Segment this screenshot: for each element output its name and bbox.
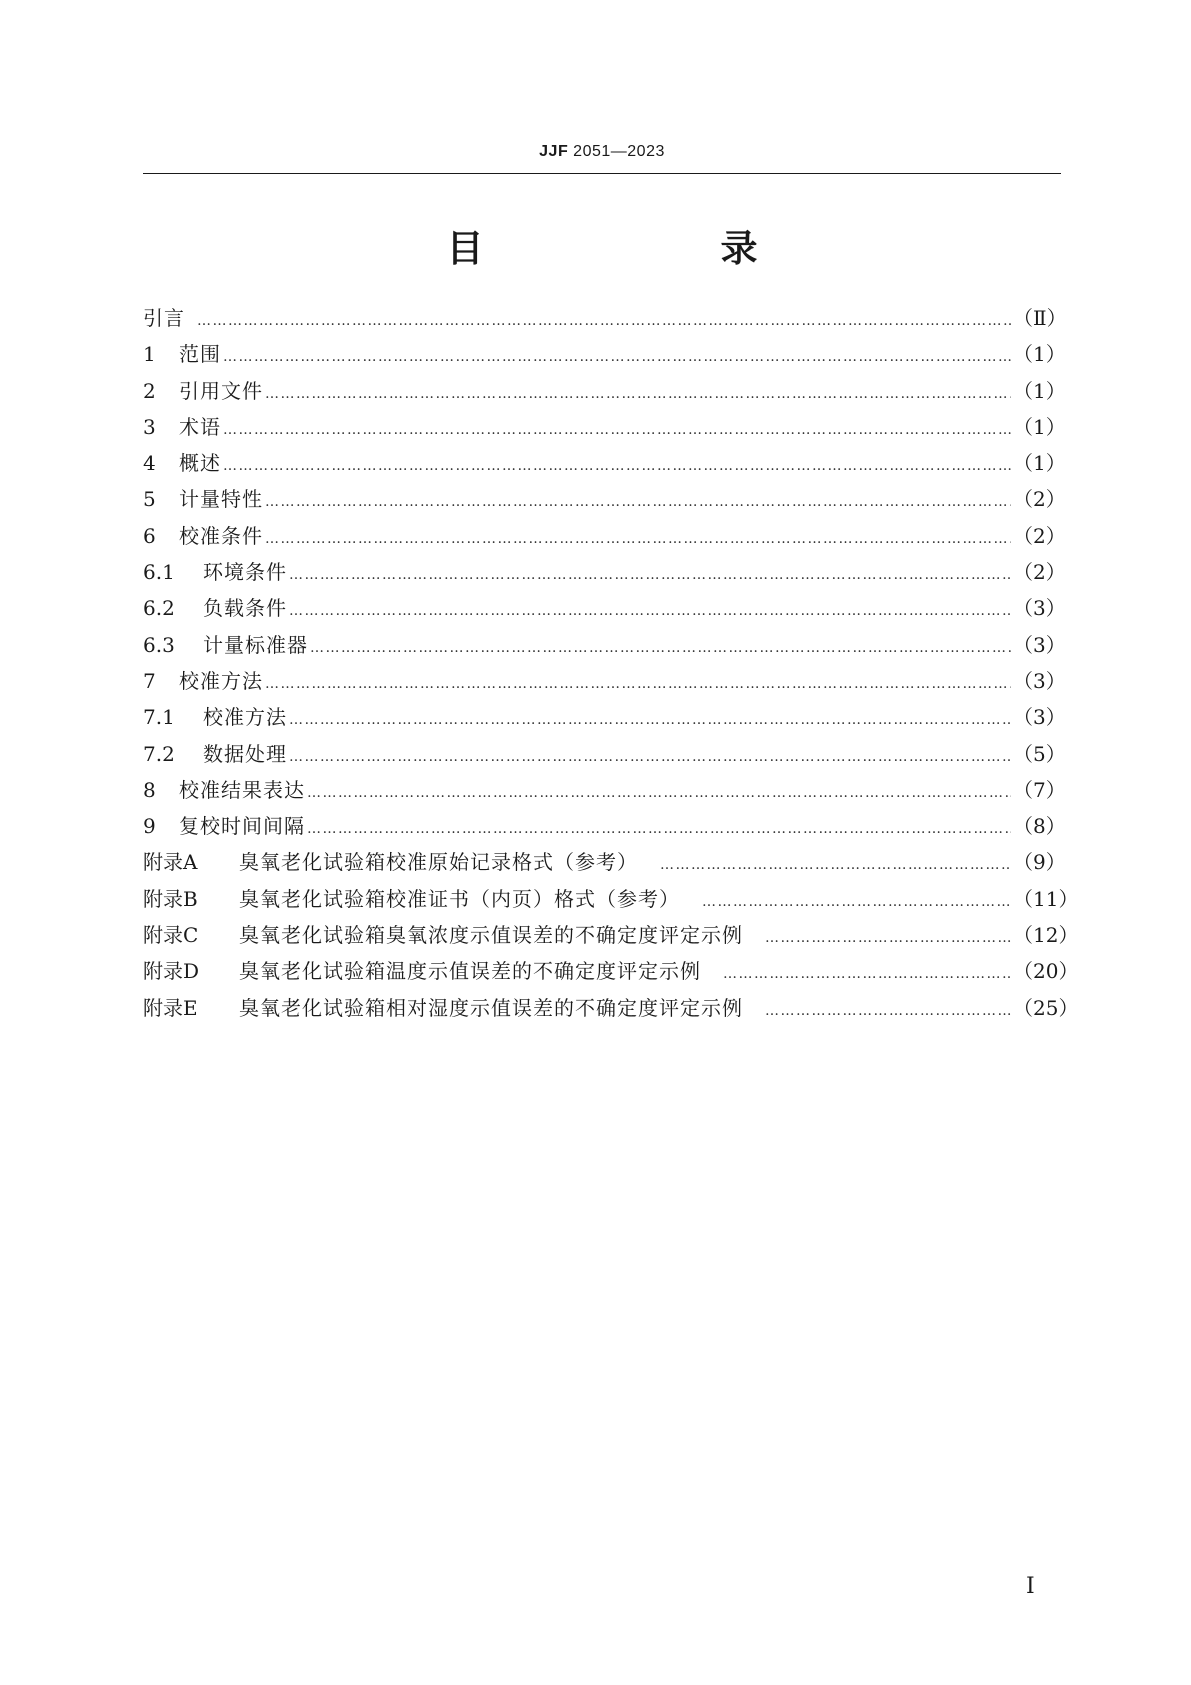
toc-entry[interactable] xyxy=(143,483,1066,519)
toc-entry[interactable] xyxy=(143,592,1066,628)
toc-entry-label: 术语 xyxy=(179,414,221,439)
toc-entry-label: 引用文件 xyxy=(179,378,263,403)
toc-entry-number: 附录B xyxy=(143,886,198,911)
toc-entry-page: （8） xyxy=(1013,814,1066,839)
toc-entry-number: 7.1 xyxy=(143,705,175,730)
toc-entry-number: 附录A xyxy=(143,850,198,875)
toc-dot-leader xyxy=(265,531,1011,547)
toc-dot-leader xyxy=(307,785,1011,801)
toc-entry[interactable] xyxy=(143,919,1079,955)
page-header xyxy=(143,143,1061,161)
toc-entry-label: 负载条件 xyxy=(203,596,287,621)
toc-entry-label: 校准结果表达 xyxy=(179,777,305,802)
toc-entry[interactable] xyxy=(143,810,1066,846)
toc-entry-page: （Ⅱ） xyxy=(1013,306,1067,330)
toc-entry[interactable] xyxy=(143,774,1066,810)
toc-entry[interactable] xyxy=(143,447,1066,483)
toc-dot-leader xyxy=(265,386,1011,402)
toc-dot-leader xyxy=(307,821,1011,837)
toc-entry[interactable] xyxy=(143,375,1066,411)
table-of-contents xyxy=(143,302,1079,1028)
toc-entry-number: 9 xyxy=(143,814,156,839)
toc-entry-label: 臭氧老化试验箱温度示值误差的不确定度评定示例 xyxy=(239,959,701,984)
toc-entry[interactable] xyxy=(143,992,1079,1028)
toc-entry-page: （3） xyxy=(1013,705,1066,730)
toc-entry-label: 范围 xyxy=(179,342,221,367)
toc-entry-label: 校准条件 xyxy=(179,523,263,548)
toc-entry-page: （1） xyxy=(1013,414,1066,439)
toc-entry-page: （1） xyxy=(1013,342,1066,367)
toc-entry-number: 7 xyxy=(143,668,156,693)
toc-entry-number: 4 xyxy=(143,451,156,476)
toc-dot-leader xyxy=(197,313,1011,329)
standard-code-number: 2051—2023 xyxy=(573,143,665,160)
toc-entry-label: 臭氧老化试验箱校准原始记录格式（参考） xyxy=(239,850,638,875)
toc-entry-label: 环境条件 xyxy=(203,560,287,585)
toc-entry-number: 6.1 xyxy=(143,560,175,585)
toc-entry-number: 附录E xyxy=(143,995,198,1020)
toc-entry-page: （3） xyxy=(1013,596,1066,621)
page-title: 目 录 xyxy=(446,227,858,270)
toc-dot-leader xyxy=(289,749,1011,765)
toc-entry[interactable] xyxy=(143,883,1079,919)
toc-entry-page: （25） xyxy=(1013,995,1079,1020)
toc-entry-page: （5） xyxy=(1013,741,1066,766)
toc-entry-page: （3） xyxy=(1013,668,1066,693)
toc-entry[interactable] xyxy=(143,701,1066,737)
toc-dot-leader xyxy=(223,422,1011,438)
toc-entry-page: （20） xyxy=(1013,959,1079,984)
toc-dot-leader xyxy=(289,567,1011,583)
toc-dot-leader xyxy=(765,930,1011,946)
toc-dot-leader xyxy=(223,349,1011,365)
toc-entry-page: （3） xyxy=(1013,632,1066,657)
toc-entry-number: 附录D xyxy=(143,959,200,984)
toc-dot-leader xyxy=(310,640,1011,656)
toc-dot-leader xyxy=(289,603,1011,619)
toc-entry-number: 附录C xyxy=(143,923,199,948)
toc-entry-label: 计量标准器 xyxy=(203,632,308,657)
toc-entry[interactable] xyxy=(143,338,1066,374)
toc-entry-page: （12） xyxy=(1013,923,1079,948)
toc-dot-leader xyxy=(765,1003,1011,1019)
toc-entry[interactable] xyxy=(143,955,1079,991)
toc-dot-leader xyxy=(702,894,1011,910)
toc-entry-page: （1） xyxy=(1013,378,1066,403)
toc-entry-page: （1） xyxy=(1013,451,1066,476)
toc-entry[interactable] xyxy=(143,665,1066,701)
toc-entry-label: 臭氧老化试验箱校准证书（内页）格式（参考） xyxy=(239,886,680,911)
toc-entry-label: 数据处理 xyxy=(203,741,287,766)
toc-entry-page: （2） xyxy=(1013,487,1066,512)
toc-entry-number: 5 xyxy=(143,487,156,512)
toc-entry-number: 3 xyxy=(143,414,156,439)
toc-entry-number: 2 xyxy=(143,378,156,403)
toc-dot-leader xyxy=(265,676,1011,692)
toc-entry-label: 复校时间间隔 xyxy=(179,814,305,839)
toc-entry-label: 校准方法 xyxy=(203,705,287,730)
header-rule xyxy=(143,173,1061,174)
toc-entry-number: 6 xyxy=(143,523,156,548)
toc-entry-page: （7） xyxy=(1013,777,1066,802)
toc-entry[interactable] xyxy=(143,302,1067,338)
toc-dot-leader xyxy=(660,857,1011,873)
toc-entry[interactable] xyxy=(143,738,1066,774)
toc-entry-page: （2） xyxy=(1013,560,1066,585)
toc-dot-leader xyxy=(723,966,1011,982)
toc-entry-number: 6.2 xyxy=(143,596,175,621)
toc-entry[interactable] xyxy=(143,411,1066,447)
toc-entry-number: 8 xyxy=(143,777,156,802)
toc-entry-page: （9） xyxy=(1013,850,1066,875)
toc-entry-number: 7.2 xyxy=(143,741,175,766)
toc-entry-label: 计量特性 xyxy=(179,487,263,512)
toc-entry[interactable] xyxy=(143,629,1066,665)
toc-entry[interactable] xyxy=(143,846,1066,882)
standard-code-prefix: JJF xyxy=(539,143,569,160)
page-number: Ⅰ xyxy=(1026,1574,1035,1599)
toc-entry[interactable] xyxy=(143,556,1066,592)
toc-dot-leader xyxy=(223,458,1011,474)
toc-dot-leader xyxy=(265,494,1011,510)
toc-entry-page: （11） xyxy=(1013,886,1079,911)
toc-dot-leader xyxy=(289,712,1011,728)
toc-entry-page: （2） xyxy=(1013,523,1066,548)
toc-entry-label: 校准方法 xyxy=(179,668,263,693)
toc-entry-number: 6.3 xyxy=(143,632,175,657)
toc-entry-label: 引言 xyxy=(143,306,185,330)
toc-entry-number: 1 xyxy=(143,342,156,367)
toc-entry-label: 概述 xyxy=(179,451,221,476)
toc-entry[interactable] xyxy=(143,520,1066,556)
toc-entry-label: 臭氧老化试验箱相对湿度示值误差的不确定度评定示例 xyxy=(239,995,743,1020)
toc-entry-label: 臭氧老化试验箱臭氧浓度示值误差的不确定度评定示例 xyxy=(239,923,743,948)
